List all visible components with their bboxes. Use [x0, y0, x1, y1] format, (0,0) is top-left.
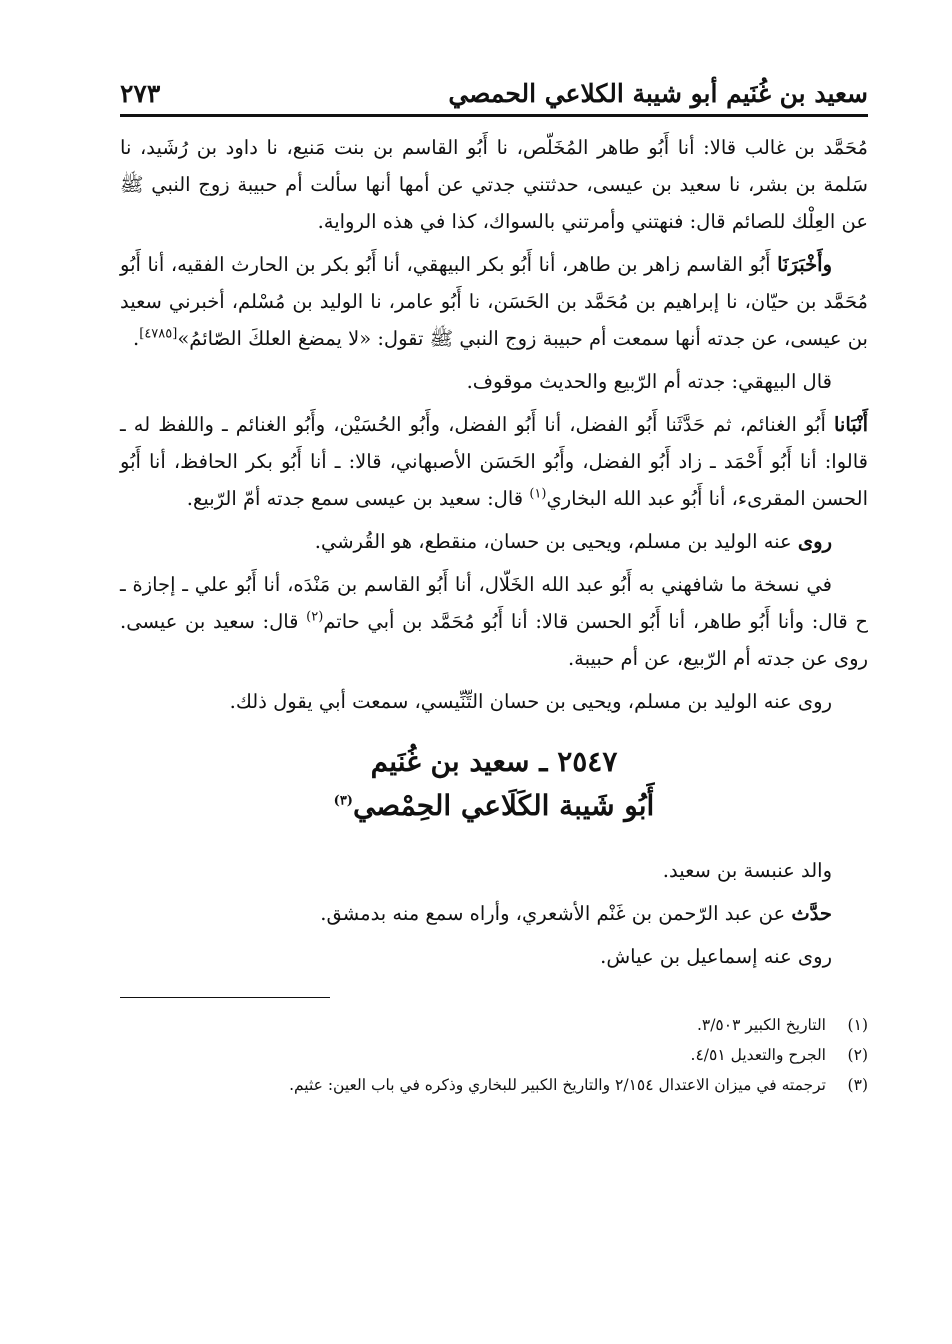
entry-paragraph-1 [120, 852, 868, 889]
entry-paragraph-3 [120, 938, 868, 975]
entry-subtitle-text: أَبُو شَيبة الكَلَاعي الحِمْصي [352, 789, 655, 822]
paragraph-lead-word: أَنْبَانا [833, 413, 868, 436]
footnote-ref[interactable]: (٣) [333, 793, 353, 809]
paragraph-lead-word: حدَّث [791, 902, 832, 925]
paragraph-text: في نسخة ما شافهني به أَبُو عبد الله الخَلّال، أنا أَبُو القاسم بن مَنْدَه، أنا أَبُو علي ـ إجازة ـ ح قال: وأنا أَبُو طاهر، أنا أَبُو الحسن قالا: أنا أَبُو مُحَمَّد بن أبي حاتم [120, 573, 868, 633]
paragraph-7 [120, 683, 868, 720]
running-header [120, 60, 868, 117]
paragraph-tail: قال: سعيد بن عيسى سمع جدته أمّ الرّبيع. [186, 487, 530, 510]
footnote-text: ترجمته في ميزان الاعتدال ٢/١٥٤ والتاريخ الكبير للبخاري وذكره في باب العين: عثيم. [289, 1076, 826, 1094]
footnote-number: (٣) [847, 1076, 868, 1094]
paragraph-text: قال البيهقي: جدته أم الرّبيع والحديث موقوف. [466, 370, 832, 393]
running-title: سعيد بن غُنَيم أبو شيبة الكلاعي الحمصي [448, 79, 868, 108]
paragraph-text: روى عنه الوليد بن مسلم، ويحيى بن حسان التِّنِّيسي، سمعت أبي يقول ذلك. [229, 690, 832, 713]
paragraph-1 [120, 129, 868, 240]
book-page [120, 60, 868, 1100]
paragraph-6 [120, 566, 868, 677]
footnote-item [120, 1070, 868, 1100]
entry-paragraph-2 [120, 895, 868, 932]
entry-subtitle [120, 784, 868, 828]
paragraph-text: والد عنبسة بن سعيد. [662, 859, 832, 882]
page-number: ٢٧٣ [120, 79, 161, 108]
footnote-number: (٢) [847, 1046, 868, 1064]
footnote-divider [120, 997, 330, 998]
paragraph-3 [120, 363, 868, 400]
footnote-ref[interactable]: (٢) [306, 609, 324, 625]
footnote-item [120, 1040, 868, 1070]
paragraph-text: أَبُو الغنائم، ثم حَدَّثَنا أَبُو الفضل، أنا أَبُو الفضل، وأَبُو الحُسَيْن، وأَبُو الغنائم ـ واللفظ له ـ قالوا: أنا أَبُو أَحْمَد ـ زاد أَبُو الفضل، وأَبُو الحَسَن الأصبهاني، قالا: ـ أنا أَبُو بكر الحافظ، أنا أَبُو الحسن المقرىء، أنا أَبُو عبد الله البخاري [120, 413, 868, 510]
paragraph-text: عن عبد الرّحمن بن غَنْم الأشعري، وأراه سمع منه بدمشق. [320, 902, 792, 925]
footnote-text: الجرح والتعديل ٤/٥١. [690, 1046, 826, 1064]
footnote-ref[interactable]: (١) [529, 486, 547, 502]
paragraph-lead-word: وأَخْبَرَنَا [777, 253, 832, 276]
paragraph-lead-word: روى [797, 530, 832, 553]
paragraph-text: عنه الوليد بن مسلم، ويحيى بن حسان، منقطع، هو القُرشي. [314, 530, 798, 553]
paragraph-tail: قال: سعيد بن عيسى. روى عن جدته أم الرّبيع، عن أم حبيبة. [120, 610, 868, 670]
paragraph-tail: . [133, 327, 140, 350]
footnote-text: التاريخ الكبير ٣/٥٠٣. [696, 1016, 826, 1034]
main-text [120, 129, 868, 975]
paragraph-text: روى عنه إسماعيل بن عياش. [600, 945, 832, 968]
paragraph-text: مُحَمَّد بن غالب قالا: أنا أَبُو طاهر المُخَلّص، نا أَبُو القاسم بن بنت مَنيع، نا داود بن رُشَيد، نا سَلمة بن بشر، نا سعيد بن عيسى، حدثتني جدتي عن أمها أنها سألت أم حبيبة زوج النبي ﷺ عن العِلْك للصائم قال: فنهتني وأمرتني بالسواك، كذا في هذه الرواية. [120, 136, 868, 233]
entry-heading [120, 740, 868, 828]
footnote-number: (١) [847, 1016, 868, 1034]
paragraph-2 [120, 246, 868, 357]
hadith-number: [٤٧٨٥] [139, 326, 178, 342]
entry-title: ٢٥٤٧ ـ سعيد بن غُنَيم [370, 745, 618, 778]
paragraph-4 [120, 406, 868, 517]
paragraph-5 [120, 523, 868, 560]
footnote-item [120, 1010, 868, 1040]
footnotes-list [120, 1010, 868, 1100]
paragraph-text: أَبُو القاسم زاهر بن طاهر، أنا أَبُو بكر البيهقي، أنا أَبُو بكر بن الحارث الفقيه، أنا أَبُو مُحَمَّد بن حيّان، نا إبراهيم بن مُحَمَّد بن الحَسَن، نا أَبُو عامر، نا الوليد بن مُسْلم، أخبرني سعيد بن عيسى، عن جدته أنها سمعت أم حبيبة زوج النبي ﷺ تقول: «لا يمضغ العلكَ الصّائمُ» [120, 253, 868, 350]
